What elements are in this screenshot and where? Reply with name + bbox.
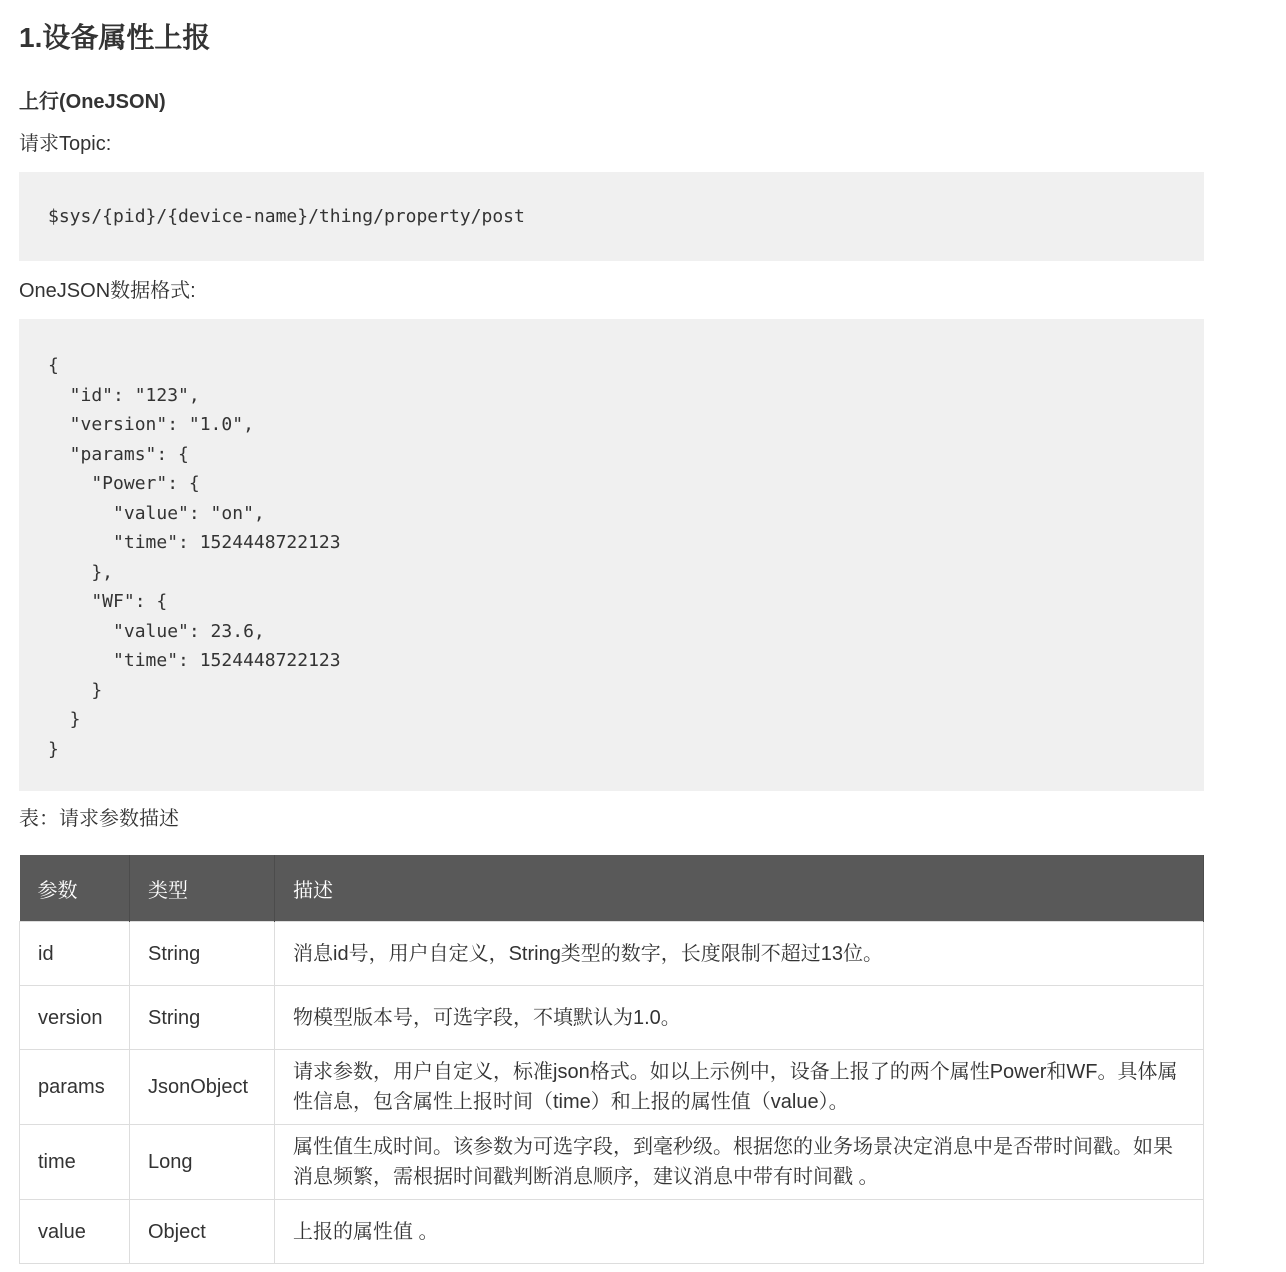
cell-type: String (130, 922, 275, 986)
cell-desc: 消息id号，用户自定义，String类型的数字，长度限制不超过13位。 (275, 922, 1204, 986)
header-desc: 描述 (275, 855, 1204, 922)
table-row (20, 1125, 1204, 1200)
cell-param: time (20, 1125, 130, 1200)
cell-type: String (130, 986, 275, 1050)
cell-type: Long (130, 1125, 275, 1200)
section-subheading: 上行(OneJSON) (19, 91, 166, 113)
cell-type: JsonObject (130, 1050, 275, 1125)
cell-desc: 物模型版本号，可选字段，不填默认为1.0。 (275, 986, 1204, 1050)
table-row (20, 922, 1204, 986)
table-row (20, 986, 1204, 1050)
topic-code-block: $sys/{pid}/{device-name}/thing/property/post (19, 172, 1204, 261)
topic-label: 请求Topic: (19, 133, 112, 155)
cell-desc: 上报的属性值 。 (275, 1200, 1204, 1264)
table-caption: 表：请求参数描述 (19, 808, 179, 830)
cell-desc: 属性值生成时间。该参数为可选字段，到毫秒级。根据您的业务场景决定消息中是否带时间戳。如果消息频繁，需根据时间戳判断消息顺序，建议消息中带有时间戳 。 (275, 1125, 1204, 1200)
cell-type: Object (130, 1200, 275, 1264)
cell-desc: 请求参数，用户自定义，标准json格式。如以上示例中，设备上报了的两个属性Power和WF。具体属性信息，包含属性上报时间（time）和上报的属性值（value）。 (275, 1050, 1204, 1125)
page-title: 1.设备属性上报 (19, 22, 211, 53)
format-label: OneJSON数据格式: (19, 280, 196, 302)
cell-param: value (20, 1200, 130, 1264)
cell-param: id (20, 922, 130, 986)
header-param: 参数 (20, 855, 130, 922)
cell-param: version (20, 986, 130, 1050)
params-table (19, 855, 1204, 1264)
cell-param: params (20, 1050, 130, 1125)
table-row (20, 1200, 1204, 1264)
json-code-block: { "id": "123", "version": "1.0", "params": { "Power": { "value": "on", "time": 1524448722123 }, "WF": { "value": 23.6, "time": 1524448722123 } } } (19, 319, 1204, 791)
header-type: 类型 (130, 855, 275, 922)
table-row (20, 1050, 1204, 1125)
table-header-row (20, 855, 1204, 922)
